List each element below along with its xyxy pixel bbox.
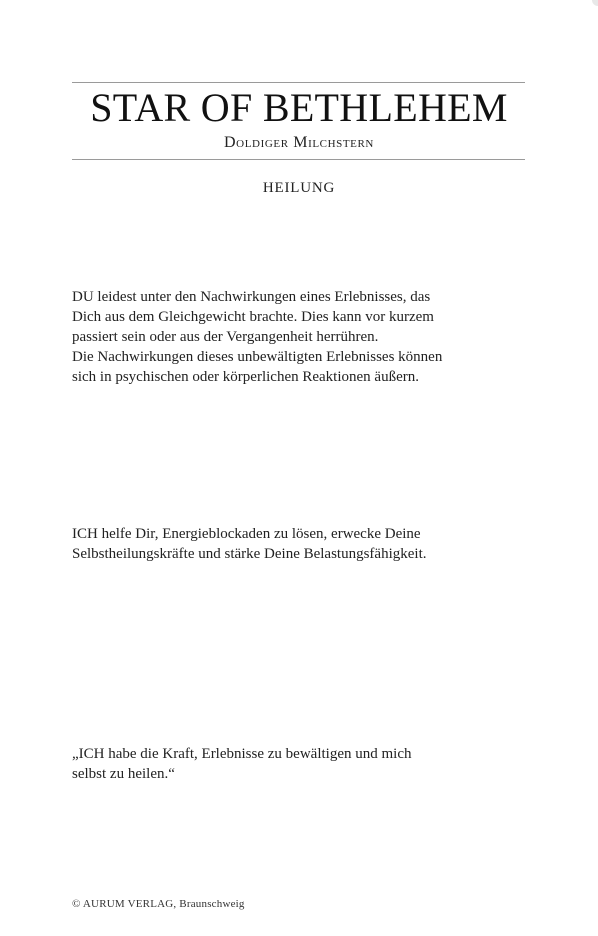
paragraph-help <box>72 524 532 564</box>
paragraph-affirmation <box>72 744 532 784</box>
paragraph-line: Selbstheilungskräfte und stärke Deine Belastungsfähigkeit. <box>72 546 427 562</box>
card-corner <box>592 0 598 6</box>
paragraph-line: DU leidest unter den Nachwirkungen eines Erlebnisses, das <box>72 289 431 305</box>
paragraph-line: Dich aus dem Gleichgewicht brachte. Dies kann vor kurzem <box>72 309 434 325</box>
copyright-footer: © AURUM VERLAG, Braunschweig <box>72 898 245 910</box>
paragraph-line: „ICH habe die Kraft, Erlebnisse zu bewältigen und mich <box>72 746 412 762</box>
top-rule <box>72 82 525 83</box>
paragraph-line: selbst zu heilen.“ <box>72 766 175 782</box>
section-label: HEILUNG <box>262 180 336 196</box>
paragraph-line: sich in psychischen oder körperlichen Reaktionen äußern. <box>72 369 419 385</box>
card-subtitle: Doldiger Milchstern <box>224 134 374 151</box>
paragraph-problem <box>72 287 532 387</box>
card-title: STAR OF BETHLEHEM <box>90 85 508 130</box>
paragraph-line: Die Nachwirkungen dieses unbewältigten Erlebnisses können <box>72 349 443 365</box>
paragraph-line: ICH helfe Dir, Energieblockaden zu lösen, erwecke Deine <box>72 526 421 542</box>
paragraph-line: passiert sein oder aus der Vergangenheit herrühren. <box>72 329 379 345</box>
subtitle-rule <box>72 159 525 160</box>
